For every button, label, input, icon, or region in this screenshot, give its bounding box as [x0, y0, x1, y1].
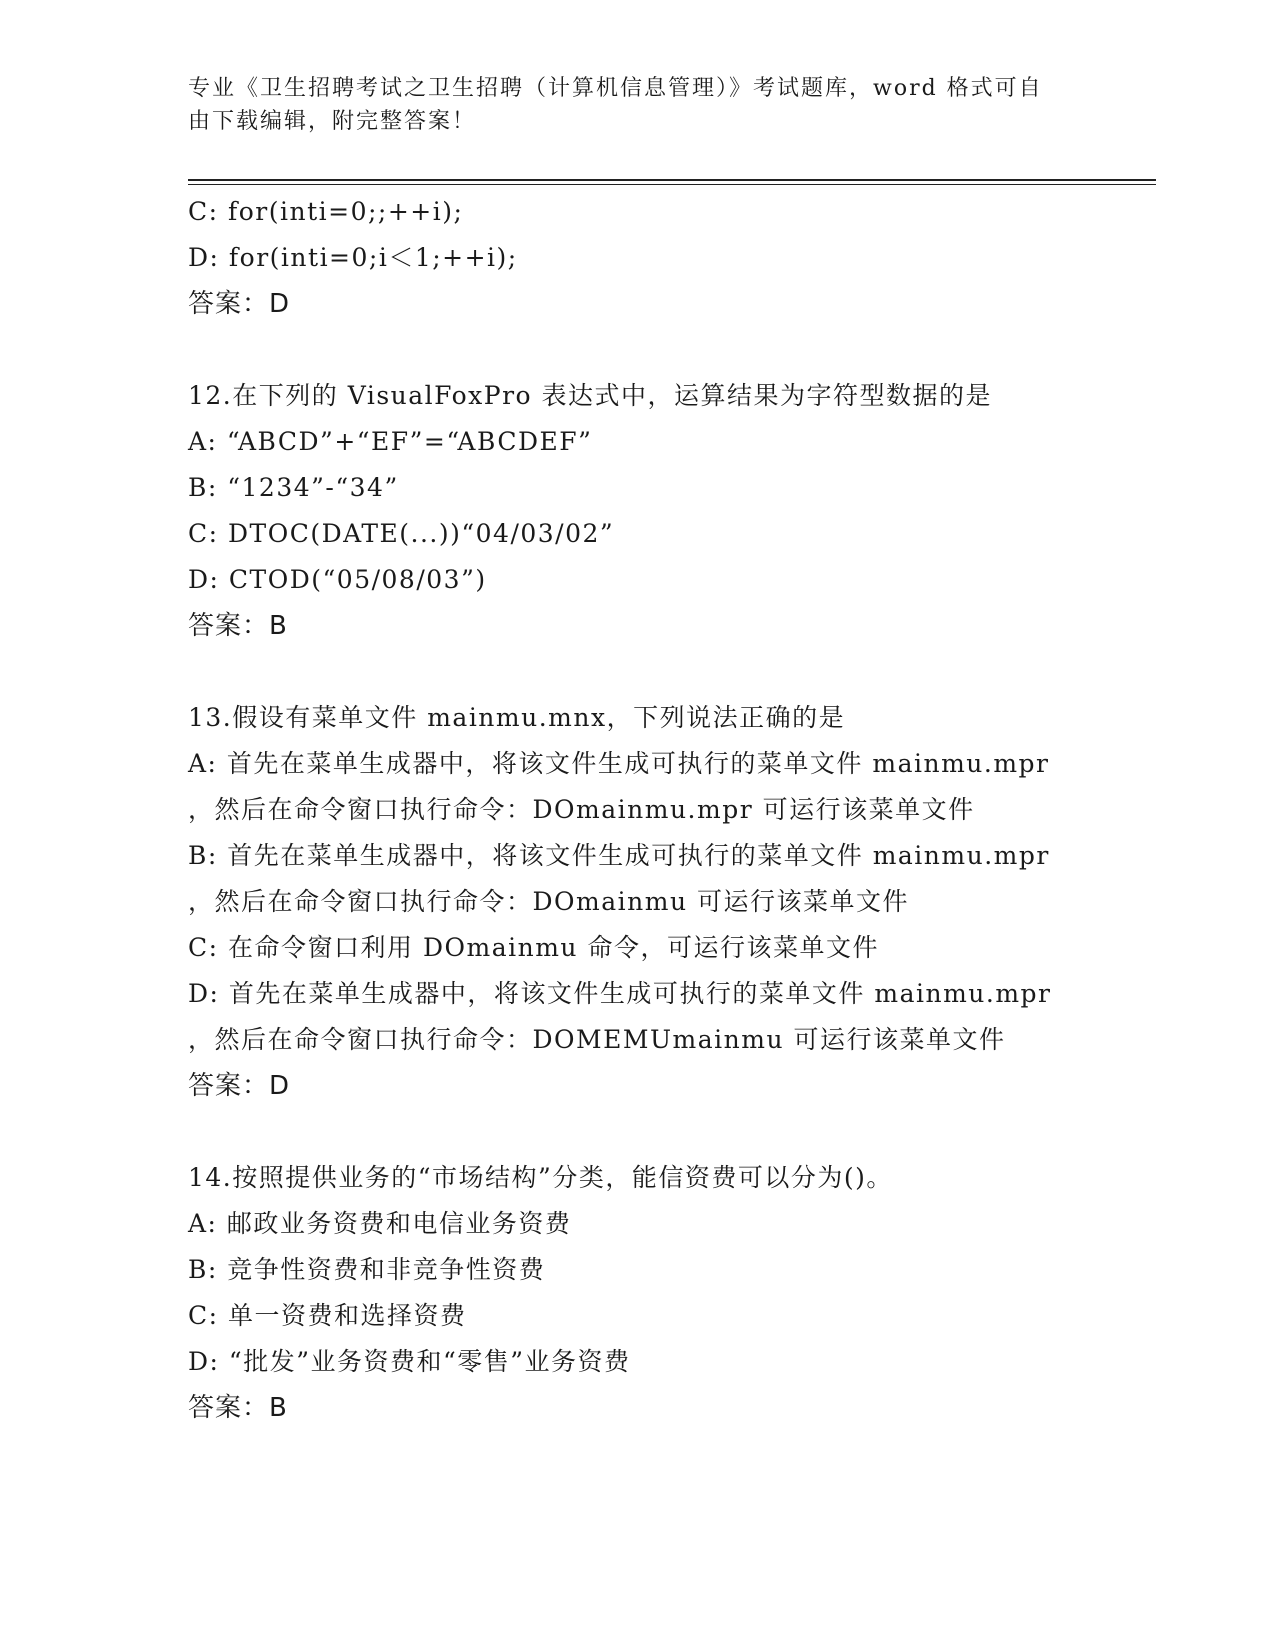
question-content	[188, 189, 1148, 1431]
option-c: C: for(inti=0;;++i);	[188, 197, 464, 226]
spacer	[188, 649, 1148, 695]
option-a: A: “ABCD”+“EF”=“ABCDEF”	[188, 427, 593, 456]
answer: 答案：B	[188, 611, 288, 641]
option-d: D: “批发”业务资费和“零售”业务资费	[188, 1347, 631, 1376]
header-line-2: 由下载编辑，附完整答案！	[188, 109, 477, 134]
option-d-line-2: ，然后在命令窗口执行命令：DOMEMUmainmu 可运行该菜单文件	[188, 1025, 1006, 1054]
option-d: D: CTOD(“05/08/03”)	[188, 565, 487, 594]
option-d: D: for(inti=0;i＜1;++i);	[188, 243, 518, 272]
question-text: 12.在下列的 VisualFoxPro 表达式中，运算结果为字符型数据的是	[188, 381, 993, 410]
document-header	[188, 72, 1068, 138]
option-b-line-2: ，然后在命令窗口执行命令：DOmainmu 可运行该菜单文件	[188, 887, 910, 916]
option-c: C: 单一资费和选择资费	[188, 1301, 467, 1330]
question-text: 14.按照提供业务的“市场结构”分类，能信资费可以分为()。	[188, 1163, 893, 1192]
spacer	[188, 1109, 1148, 1155]
option-b: B: 竞争性资费和非竞争性资费	[188, 1255, 546, 1284]
option-c: C: 在命令窗口利用 DOmainmu 命令，可运行该菜单文件	[188, 933, 879, 962]
option-a: A: 邮政业务资费和电信业务资费	[188, 1209, 572, 1238]
question-text: 13.假设有菜单文件 mainmu.mnx，下列说法正确的是	[188, 703, 846, 732]
answer: 答案：D	[188, 1071, 291, 1101]
question-14	[188, 1155, 1148, 1431]
option-a-line-1: A: 首先在菜单生成器中，将该文件生成可执行的菜单文件 mainmu.mpr	[188, 749, 1050, 778]
header-divider-thick	[188, 179, 1156, 181]
answer: 答案：D	[188, 289, 291, 319]
answer: 答案：B	[188, 1393, 288, 1423]
header-line-1: 专业《卫生招聘考试之卫生招聘（计算机信息管理）》考试题库，word 格式可自	[188, 76, 1043, 101]
option-b-line-1: B: 首先在菜单生成器中，将该文件生成可执行的菜单文件 mainmu.mpr	[188, 841, 1050, 870]
header-divider-thin	[188, 184, 1156, 185]
question-12	[188, 373, 1148, 649]
option-c: C: DTOC(DATE(...))“04/03/02”	[188, 519, 615, 548]
option-b: B: “1234”-“34”	[188, 473, 399, 502]
option-d-line-1: D: 首先在菜单生成器中，将该文件生成可执行的菜单文件 mainmu.mpr	[188, 979, 1052, 1008]
question-11-tail	[188, 189, 1148, 327]
option-a-line-2: ，然后在命令窗口执行命令：DOmainmu.mpr 可运行该菜单文件	[188, 795, 975, 824]
spacer	[188, 327, 1148, 373]
question-13	[188, 695, 1148, 1109]
